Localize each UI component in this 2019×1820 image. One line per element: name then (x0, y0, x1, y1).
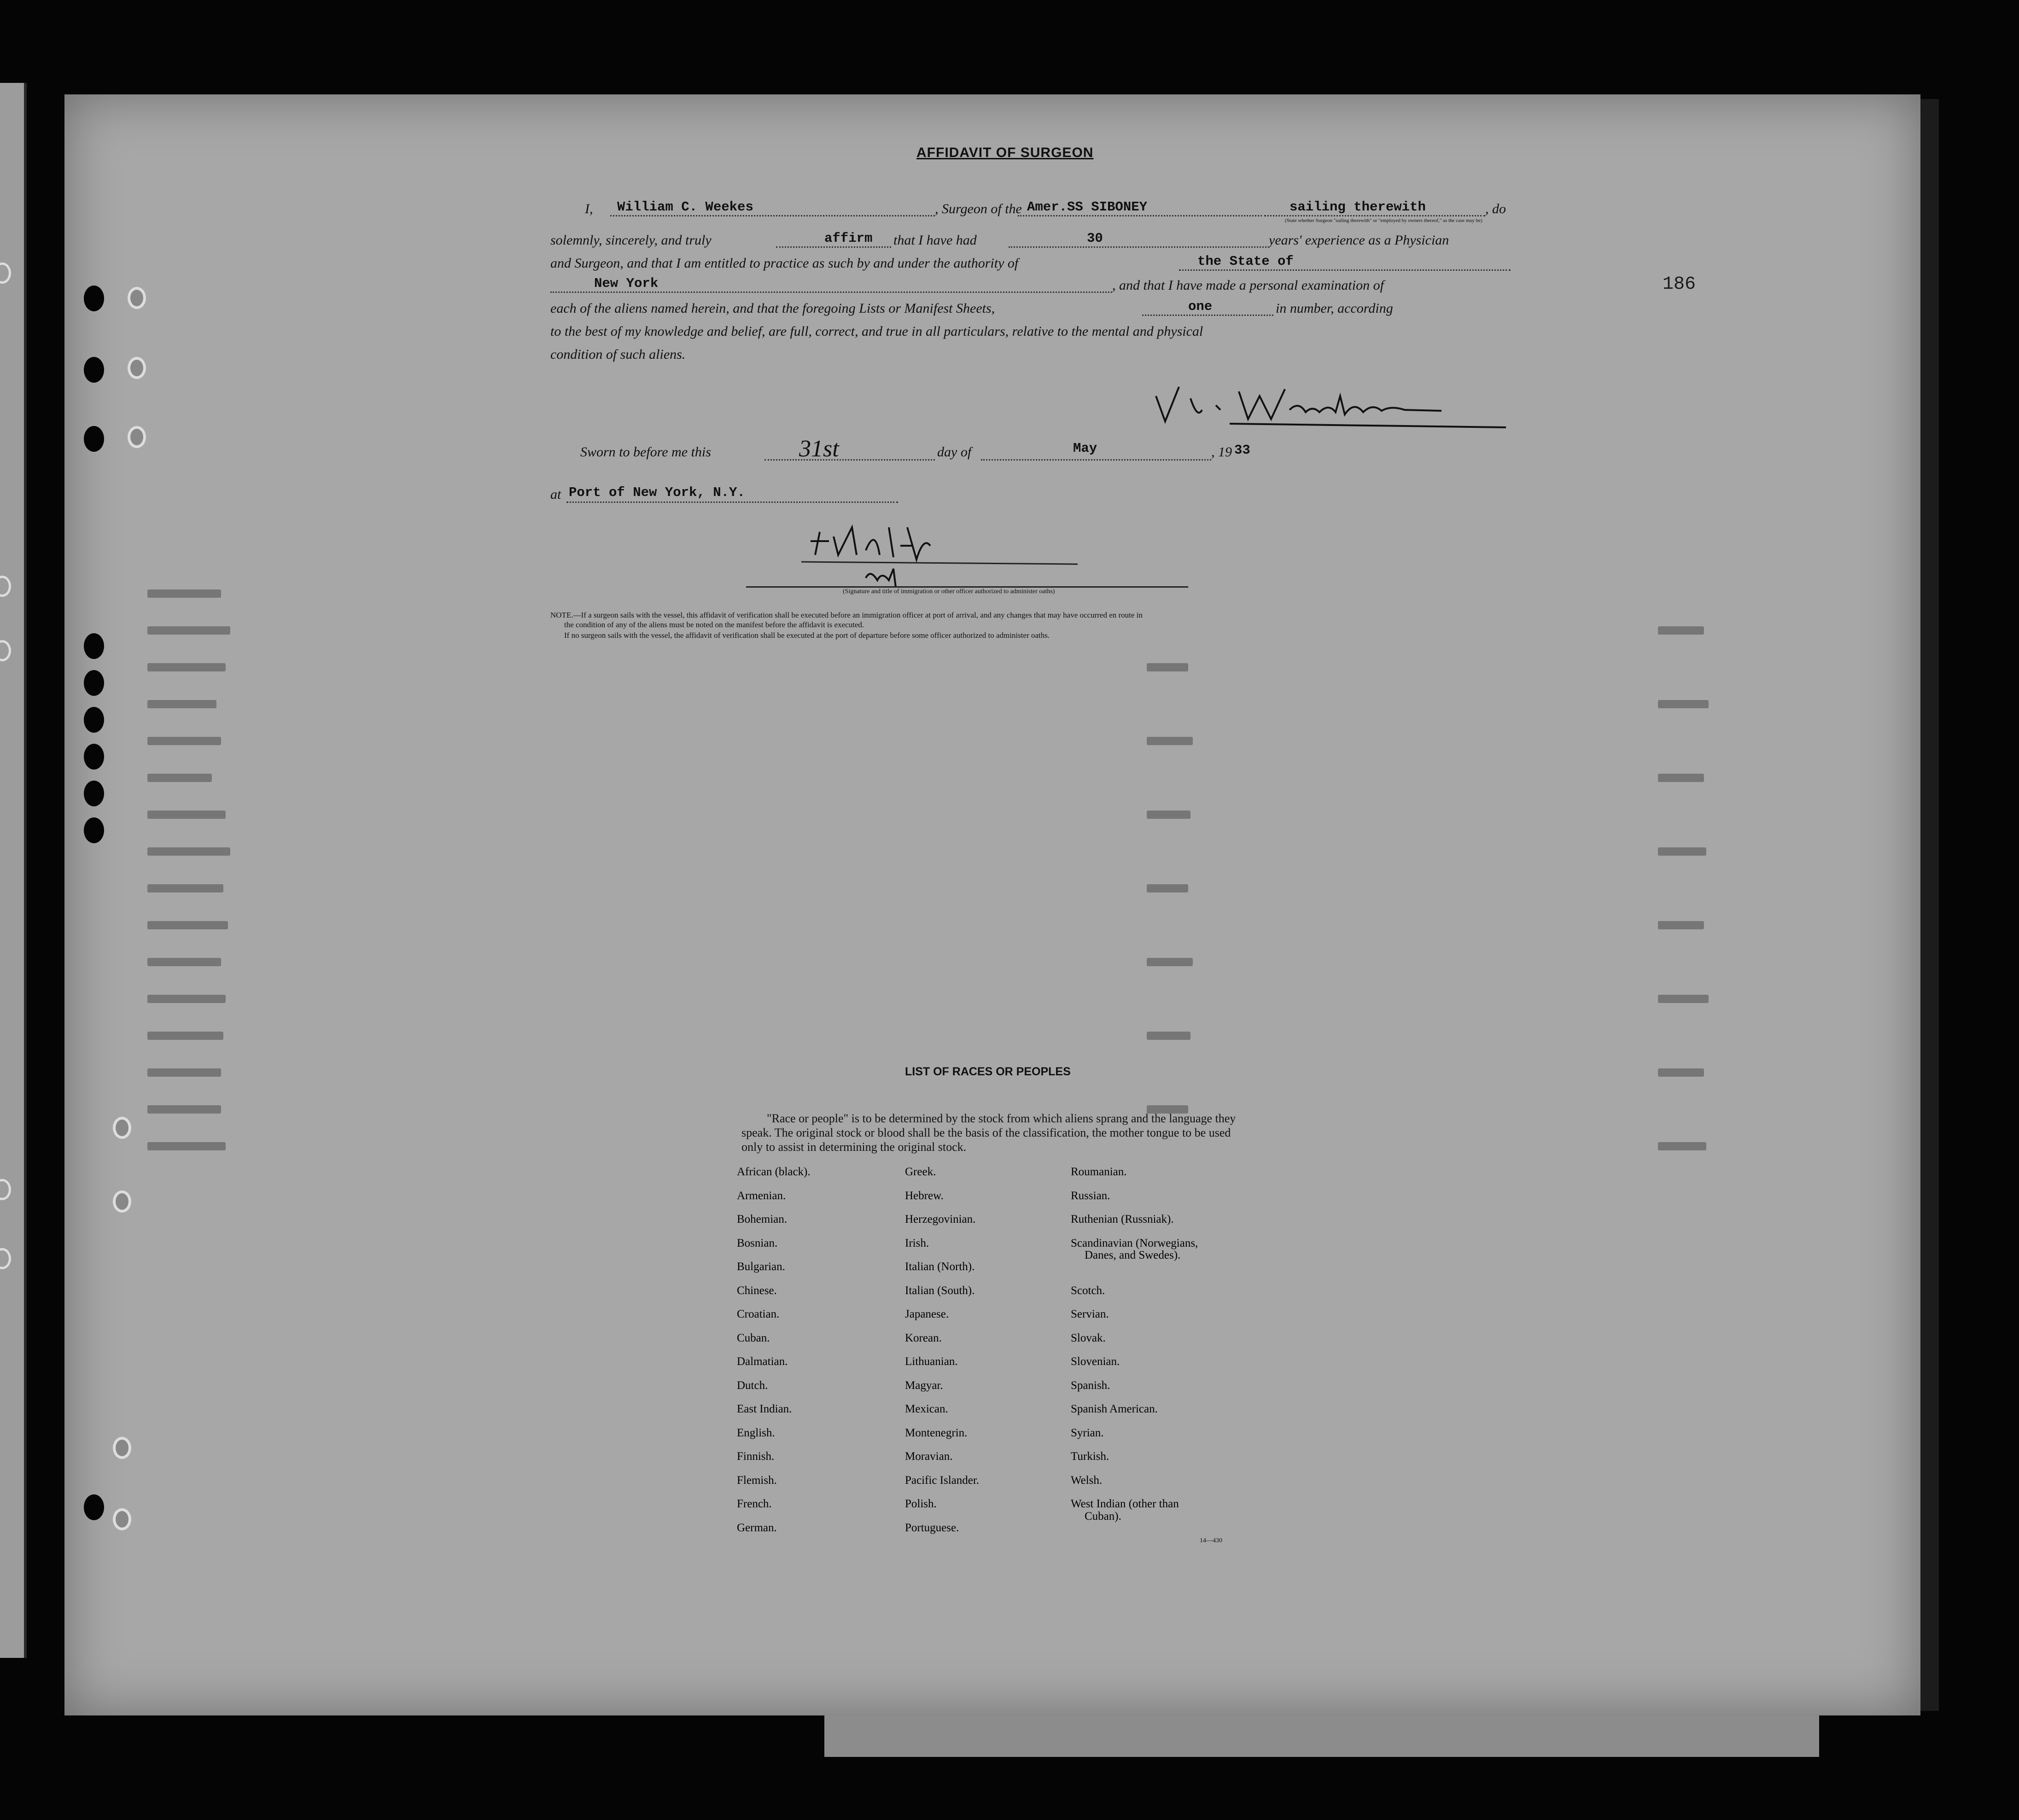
race-item: Slovenian. (1071, 1355, 1120, 1368)
race-item: Spanish American. (1071, 1403, 1158, 1415)
bleed-through-text (1147, 1032, 1190, 1040)
race-item: Ruthenian (Russniak). (1071, 1213, 1174, 1225)
punch-hole-ring (0, 576, 11, 597)
punch-hole-ring (0, 640, 11, 661)
race-item: Bosnian. (737, 1237, 778, 1249)
race-item: West Indian (other than (1071, 1498, 1179, 1510)
race-item: Chinese. (737, 1284, 777, 1297)
race-item: Montenegrin. (905, 1426, 968, 1439)
races-intro: "Race or people" is to be determined by the stock from which aliens sprang and the language they speak. The original stock or blood shall be the basis of the classification, the mother tongue to be used only to assist in determining the original stock. (741, 1112, 1236, 1154)
race-item: Armenian. (737, 1189, 786, 1202)
race-item: Bohemian. (737, 1213, 788, 1225)
sworn-month: May (1073, 441, 1097, 456)
affidavit-line7: condition of such aliens. (550, 347, 686, 362)
affidavit-line2-suffix: years' experience as a Physician (1269, 233, 1449, 248)
race-item: Pacific Islander. (905, 1474, 980, 1487)
race-item: Russian. (1071, 1189, 1110, 1202)
affidavit-line5-suffix: in number, according (1276, 301, 1393, 316)
surgeon-name: William C. Weekes (617, 199, 753, 215)
binding-hole (84, 817, 104, 843)
race-item: Croatian. (737, 1308, 780, 1320)
note-line3: If no surgeon sails with the vessel, the affidavit of verification shall be executed at the port of departure before some officer authorized to administer oaths. (564, 631, 1050, 640)
sworn-year-prefix: , 19 (1211, 444, 1232, 460)
affidavit-line2-mid: that I have had (893, 233, 977, 248)
bleed-through-text (1658, 700, 1709, 708)
bleed-through-text (147, 626, 230, 635)
bleed-through-text (1147, 811, 1190, 819)
race-item: Servian. (1071, 1308, 1109, 1320)
note-line2: the condition of any of the aliens must be noted on the manifest before the affidavit is executed. (564, 620, 864, 629)
years-line (1009, 246, 1266, 248)
punch-hole-ring (0, 1179, 11, 1200)
affidavit-line1-prefix: I, (585, 201, 593, 216)
affidavit-line3-prefix: and Surgeon, and that I am entitled to practice as such by and under the authority of (550, 256, 1019, 271)
binding-hole-ring (128, 426, 146, 448)
race-item: Welsh. (1071, 1474, 1103, 1487)
licensing-state: New York (594, 276, 659, 291)
state-line (550, 292, 1112, 293)
binding-hole-ring (128, 287, 146, 309)
previous-page-edge (0, 83, 27, 1658)
punch-hole-ring (0, 262, 11, 284)
authority-line (1179, 269, 1511, 271)
capacity-note: (State whether Surgeon "sailing therewith" or "employed by owners thereof," as the case may be) (1285, 218, 1482, 223)
bleed-through-text (1658, 626, 1704, 635)
bleed-through-text (147, 811, 226, 819)
affidavit-line2-prefix: solemnly, sincerely, and truly (550, 233, 712, 248)
bleed-through-text (1147, 663, 1188, 671)
race-item: Dutch. (737, 1379, 768, 1392)
races-title: LIST OF RACES OR PEOPLES (905, 1065, 1071, 1078)
bleed-through-text (1658, 995, 1709, 1003)
race-item: French. (737, 1498, 772, 1510)
binding-hole (84, 744, 104, 770)
race-item: Portuguese. (905, 1521, 959, 1534)
punch-hole-ring (0, 1248, 11, 1269)
race-item: Flemish. (737, 1474, 777, 1487)
race-item: African (black). (737, 1166, 811, 1178)
vessel-name: Amer.SS SIBONEY (1027, 199, 1148, 215)
race-item: Dalmatian. (737, 1355, 788, 1368)
capacity-line (1264, 215, 1485, 216)
race-item: Mexican. (905, 1403, 948, 1415)
affidavit-title: AFFIDAVIT OF SURGEON (916, 145, 1094, 160)
bleed-through-text (1658, 921, 1704, 929)
race-item: East Indian. (737, 1403, 792, 1415)
bleed-through-text (1658, 1068, 1704, 1077)
race-item: Italian (North). (905, 1260, 975, 1273)
binding-hole (84, 1494, 104, 1520)
race-item: Scotch. (1071, 1284, 1105, 1297)
bleed-through-text (147, 700, 216, 708)
sworn-year: 33 (1234, 443, 1250, 458)
bleed-through-text (147, 663, 226, 671)
place-line (566, 502, 898, 503)
binding-hole-ring (113, 1437, 131, 1459)
page-edge-shadow (1920, 99, 1939, 1711)
note-line1: NOTE.—If a surgeon sails with the vessel, this affidavit of verification shall be executed before an immigration officer at port of arrival, and any changes that may have occurred en route in (550, 611, 1143, 619)
race-item: English. (737, 1426, 775, 1439)
verb-line (776, 246, 891, 248)
sworn-at: at (550, 487, 561, 502)
affidavit-line1-mid: , Surgeon of the (935, 201, 1022, 216)
race-item: Turkish. (1071, 1450, 1109, 1463)
sworn-mid: day of (937, 444, 972, 460)
bleed-through-text (147, 589, 221, 598)
binding-hole (84, 286, 104, 311)
day-line (764, 459, 935, 461)
race-item: Italian (South). (905, 1284, 975, 1297)
bleed-through-text (147, 958, 221, 966)
race-item: Polish. (905, 1498, 937, 1510)
surgeon-name-line (610, 215, 935, 216)
affidavit-line5-prefix: each of the aliens named herein, and that the foregoing Lists or Manifest Sheets, (550, 301, 995, 316)
sworn-day: 31st (799, 436, 839, 462)
binding-hole (84, 670, 104, 696)
officer-signature (801, 518, 1101, 592)
binding-hole-ring (113, 1508, 131, 1530)
race-item: Lithuanian. (905, 1355, 958, 1368)
binding-hole (84, 781, 104, 806)
binding-hole (84, 357, 104, 383)
race-item: Japanese. (905, 1308, 949, 1320)
binding-hole-ring (113, 1117, 131, 1139)
bleed-through-text (1658, 774, 1704, 782)
bleed-through-text (1147, 737, 1193, 745)
licensing-authority: the State of (1197, 254, 1294, 269)
binding-hole (84, 426, 104, 452)
race-item: Finnish. (737, 1450, 775, 1463)
affidavit-line1-suffix: , do (1485, 201, 1506, 216)
count-line (1142, 315, 1273, 316)
officer-signature-line (746, 586, 1188, 588)
vessel-line (1018, 215, 1262, 216)
page-number: 186 (1663, 274, 1696, 295)
binding-hole (84, 707, 104, 733)
sworn-place: Port of New York, N.Y. (569, 485, 745, 500)
race-item: Danes, and Swedes). (1085, 1249, 1181, 1261)
race-item: Greek. (905, 1166, 936, 1178)
race-item: Korean. (905, 1331, 942, 1344)
form-number: 14—430 (1200, 1537, 1222, 1544)
race-item: Irish. (905, 1237, 929, 1249)
bleed-through-text (147, 921, 228, 929)
affidavit-line6: to the best of my knowledge and belief, are full, correct, and true in all particulars, relative to the mental and physical (550, 324, 1203, 339)
manifest-page (64, 94, 1920, 1715)
race-item: Magyar. (905, 1379, 943, 1392)
bleed-through-text (147, 774, 212, 782)
affirmation-verb: affirm (824, 231, 873, 246)
race-item: Moravian. (905, 1450, 953, 1463)
bleed-through-text (147, 847, 230, 856)
race-item: Slovak. (1071, 1331, 1106, 1344)
race-item: Scandinavian (Norwegians, (1071, 1237, 1198, 1249)
binding-hole (84, 633, 104, 659)
sworn-prefix: Sworn to before me this (580, 444, 711, 460)
manifest-sheet-count: one (1188, 299, 1213, 314)
bleed-through-text (147, 1105, 221, 1114)
race-item: Roumanian. (1071, 1166, 1127, 1178)
month-line (981, 459, 1211, 461)
binding-tab (824, 1715, 1819, 1757)
officer-caption: (Signature and title of immigration or other officer authorized to administer oaths) (843, 588, 1055, 595)
race-item: Herzegovinian. (905, 1213, 976, 1225)
bleed-through-text (147, 995, 226, 1003)
race-item: Syrian. (1071, 1426, 1104, 1439)
bleed-through-text (1658, 1142, 1706, 1150)
bleed-through-text (1147, 884, 1188, 892)
surgeon-capacity: sailing therewith (1290, 199, 1426, 215)
affidavit-line4-suffix: , and that I have made a personal examination of (1112, 278, 1384, 293)
bleed-through-text (147, 1068, 221, 1077)
race-item: Cuban. (737, 1331, 770, 1344)
bleed-through-text (147, 884, 223, 892)
bleed-through-text (1147, 958, 1193, 966)
race-item: Cuban). (1085, 1510, 1121, 1522)
bleed-through-text (147, 737, 221, 745)
surgeon-signature (1147, 378, 1515, 428)
race-item: Spanish. (1071, 1379, 1110, 1392)
binding-hole-ring (128, 357, 146, 379)
bleed-through-text (147, 1032, 223, 1040)
race-item: Hebrew. (905, 1189, 944, 1202)
years-experience: 30 (1087, 231, 1103, 246)
binding-hole-ring (113, 1190, 131, 1213)
bleed-through-text (147, 1142, 226, 1150)
race-item: German. (737, 1521, 777, 1534)
race-item: Bulgarian. (737, 1260, 785, 1273)
bleed-through-text (1658, 847, 1706, 856)
